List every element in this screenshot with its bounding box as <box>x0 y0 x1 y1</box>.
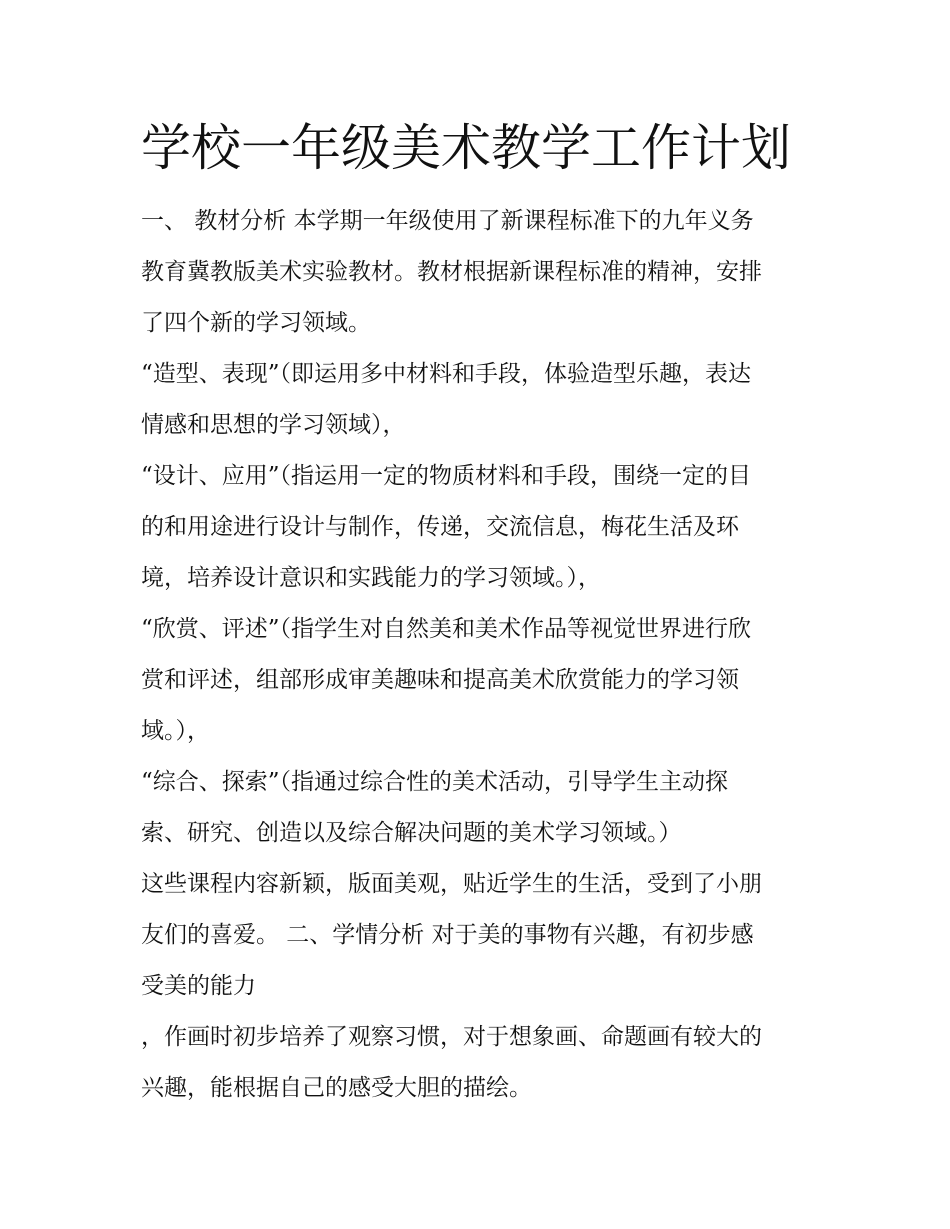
body-line: 教育冀教版美术实验教材。教材根据新课程标准的精神，安排 <box>141 259 762 285</box>
body-line: ，作画时初步培养了观察习惯，对于想象画、命题画有较大的 <box>141 1024 762 1050</box>
document-title: 学校一年级美术教学工作计划 <box>141 119 791 177</box>
body-line: 情感和思想的学习领域）， <box>141 412 406 438</box>
body-line: “设计、应用”（指运用一定的物质材料和手段，围绕一定的目 <box>141 463 752 489</box>
body-line: 兴趣，能根据自己的感受大胆的描绘。 <box>141 1075 532 1101</box>
body-line: 的和用途进行设计与制作，传递，交流信息，梅花生活及环 <box>141 514 739 540</box>
body-line: 一、 教材分析 本学期一年级使用了新课程标准下的九年义务 <box>141 208 754 234</box>
body-line: 受美的能力 <box>141 973 256 999</box>
body-line: “造型、表现”（即运用多中材料和手段，体验造型乐趣，表达 <box>141 361 752 387</box>
body-line: “欣赏、评述”（指学生对自然美和美术作品等视觉世界进行欣 <box>141 616 752 642</box>
body-line: 索、研究、创造以及综合解决问题的美术学习领域。） <box>141 820 682 846</box>
body-line: 域。）， <box>141 718 210 744</box>
body-line: 这些课程内容新颖，版面美观，贴近学生的生活，受到了小朋 <box>141 871 762 897</box>
document-body <box>141 196 821 1114</box>
body-line: “综合、探索”（指通过综合性的美术活动，引导学生主动探 <box>141 769 729 795</box>
body-line: 境，培养设计意识和实践能力的学习领域。）， <box>141 565 601 591</box>
body-line: 了四个新的学习领域。 <box>141 310 371 336</box>
body-line: 赏和评述，组部形成审美趣味和提高美术欣赏能力的学习领 <box>141 667 739 693</box>
body-line: 友们的喜爱。 二、学情分析 对于美的事物有兴趣，有初步感 <box>141 922 754 948</box>
